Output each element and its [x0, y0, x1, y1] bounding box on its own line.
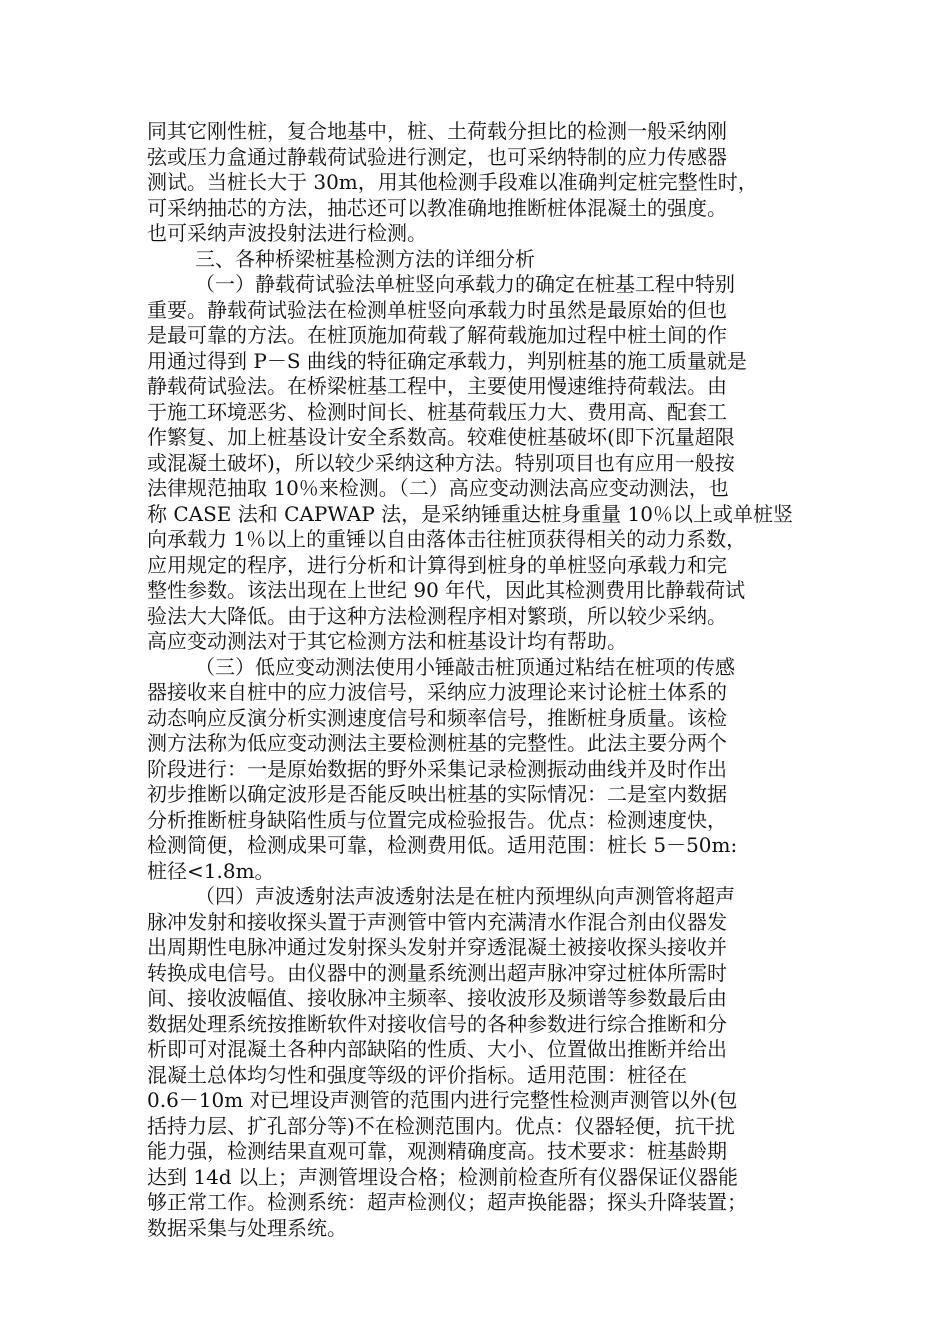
- text-line: 整性参数。该法出现在上世纪 90 年代，因此其检测费用比静载荷试: [147, 578, 746, 602]
- text-line: 数据采集与处理系统。: [147, 1215, 347, 1240]
- text-line: 静载荷试验法。在桥梁桩基工程中，主要使用慢速维持荷载法。由: [147, 374, 727, 398]
- text-line: 弦或压力盒通过静载荷试验进行测定，也可采纳特制的应力传感器: [147, 144, 727, 169]
- body-text: [147, 119, 807, 1241]
- text-line: 用通过得到 P－S 曲线的特征确定承载力，判别桩基的施工质量就是: [147, 348, 747, 373]
- text-line: （三）低应变动测法使用小锤敲击桩顶通过粘结在桩项的传感: [195, 654, 735, 679]
- text-line: 高应变动测法对于其它检测方法和桩基设计均有帮助。: [147, 629, 627, 653]
- text-line: （一）静载荷试验法单桩竖向承载力的确定在桩基工程中特别: [195, 272, 735, 296]
- text-line: 是最可靠的方法。在桩顶施加荷载了解荷载施加过程中桩土间的作: [147, 323, 727, 347]
- section-heading: 三、各种桥梁桩基检测方法的详细分析: [195, 246, 535, 271]
- text-line: 桩径<1.8m。: [147, 858, 275, 883]
- text-line: 于施工环境恶劣、检测时间长、桩基荷载压力大、费用高、配套工: [147, 399, 727, 424]
- text-line: 够正常工作。检测系统：超声检测仪；超声换能器；探头升降装置；: [147, 1190, 747, 1214]
- text-line: 分析推断桩身缺陷性质与位置完成检验报告。优点：检测速度快，: [147, 807, 727, 832]
- text-line: 测方法称为低应变动测法主要检测桩基的完整性。此法主要分两个: [147, 731, 727, 755]
- text-line: 重要。静载荷试验法在检测单桩竖向承载力时虽然是最原始的但也: [147, 297, 727, 322]
- text-line: 验法大大降低。由于这种方法检测程序相对繁琐，所以较少采纳。: [147, 603, 727, 628]
- text-line: 转换成电信号。由仪器中的测量系统测出超声脉冲穿过桩体所需时: [147, 960, 727, 985]
- text-line: （四）声波透射法声波透射法是在桩内预埋纵向声测管将超声: [195, 884, 735, 908]
- text-line: 混凝土总体均匀性和强度等级的评价指标。适用范围：桩径在: [147, 1062, 687, 1087]
- text-line: 数据处理系统按推断软件对接收信号的各种参数进行综合推断和分: [147, 1011, 727, 1036]
- text-line: 应用规定的程序，进行分析和计算得到桩身的单桩竖向承载力和完: [147, 552, 727, 577]
- text-line: 也可采纳声波投射法进行检测。: [147, 221, 427, 245]
- text-line: 析即可对混凝土各种内部缺陷的性质、大小、位置做出推断并给出: [147, 1037, 727, 1061]
- text-line: 阶段进行：一是原始数据的野外采集记录检测振动曲线并及时作出: [147, 756, 727, 781]
- text-line: 或混凝土破坏)，所以较少采纳这种方法。特别项目也有应用一般按: [147, 450, 735, 475]
- text-line: 初步推断以确定波形是否能反映出桩基的实际情况：二是室内数据: [147, 782, 727, 806]
- text-line: 检测简便，检测成果可靠，检测费用低。适用范围：桩长 5－50m:: [147, 833, 738, 857]
- text-line: 测试。当桩长大于 30m，用其他检测手段难以准确判定桩完整性时，: [147, 170, 758, 194]
- text-line: 法律规范抽取 10％来检测。（二）高应变动测法高应变动测法，也: [147, 476, 729, 500]
- text-line: 器接收来自桩中的应力波信号，采纳应力波理论来讨论桩土体系的: [147, 680, 727, 704]
- text-line: 作繁复、加上桩基设计安全系数高。较难使桩基破坏(即下沉量超限: [147, 425, 735, 449]
- text-line: 同其它刚性桩，复合地基中，桩、土荷载分担比的检测一般采纳刚: [147, 119, 727, 143]
- text-line: 间、接收波幅值、接收脉冲主频率、接收波形及频谱等参数最后由: [147, 986, 727, 1010]
- text-line: 脉冲发射和接收探头置于声测管中管内充满清水作混合剂由仪器发: [147, 909, 727, 934]
- text-line: 达到 14d 以上；声测管埋设合格；检测前检查所有仪器保证仪器能: [147, 1164, 738, 1189]
- text-line: 可采纳抽芯的方法，抽芯还可以教准确地推断桩体混凝土的强度。: [147, 195, 727, 220]
- text-line: 能力强，检测结果直观可靠，观测精确度高。技术要求：桩基龄期: [147, 1139, 727, 1163]
- text-line: 0.6－10m 对已埋设声测管的范围内进行完整性检测声测管以外(包: [147, 1088, 738, 1112]
- text-line: 向承载力 1％以上的重锤以自由落体击往桩顶获得相关的动力系数，: [147, 527, 747, 551]
- text-line: 出周期性电脉冲通过发射探头发射并穿透混凝土被接收探头接收并: [147, 935, 727, 959]
- text-line: 动态响应反演分析实测速度信号和频率信号，推断桩身质量。该检: [147, 705, 727, 730]
- text-line: 称 CASE 法和 CAPWAP 法，是采纳锤重达桩身重量 10％以上或单桩竖: [147, 501, 793, 526]
- text-line: 括持力层、扩孔部分等)不在检测范围内。优点：仪器轻便，抗干扰: [147, 1113, 735, 1138]
